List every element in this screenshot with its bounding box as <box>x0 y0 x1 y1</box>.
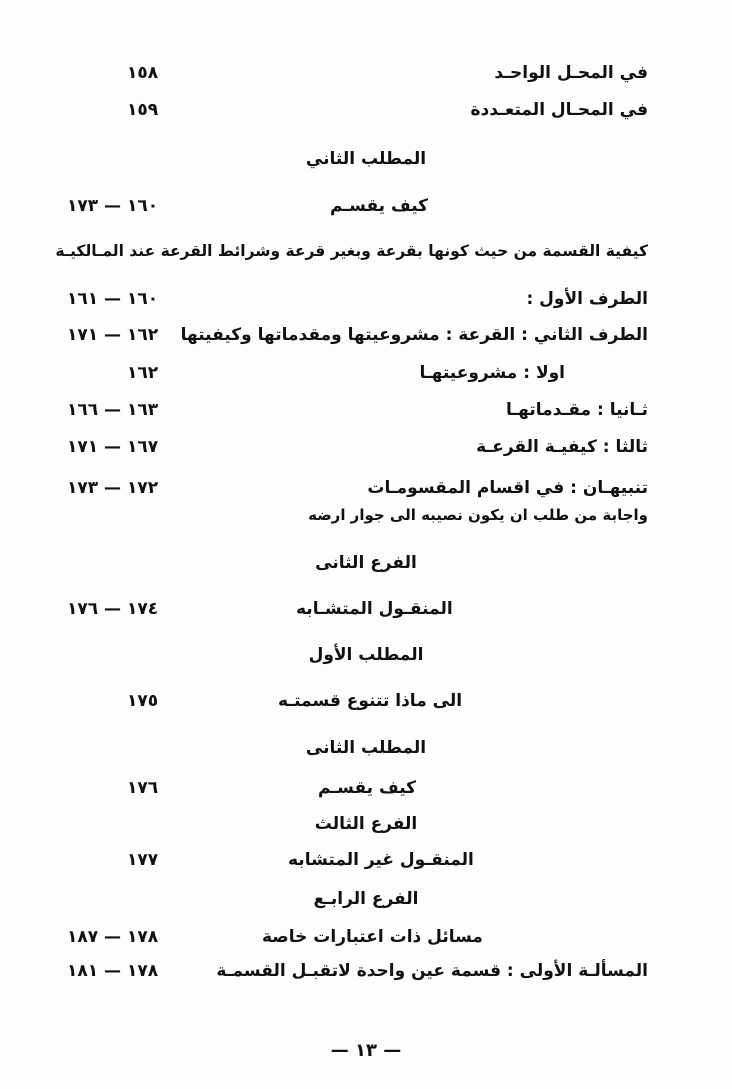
section-heading: الفرع الثانى <box>315 553 417 573</box>
toc-entry-pages: ١٦٧ — ١٧١ <box>67 437 159 457</box>
toc-entry-pages: ١٦٣ — ١٦٦ <box>67 400 159 420</box>
section-heading: الفرع الرابـع <box>313 889 419 909</box>
page-number: — ١٣ — <box>330 1040 402 1061</box>
section-heading: المطلب الأول <box>308 645 424 665</box>
toc-entry-pages: ١٧٥ <box>127 691 159 711</box>
toc-entry-title: الى ماذا تتنوع قسمتـه <box>278 691 463 711</box>
toc-entry-pages: ١٧٨ — ١٨١ <box>67 961 159 981</box>
toc-entry-title: كيف يقسـم <box>318 778 417 798</box>
toc-entry-pages: ١٧٤ — ١٧٦ <box>67 599 159 619</box>
toc-entry-pages: ١٧٦ <box>127 778 159 798</box>
toc-entry-title: مسائل ذات اعتبارات خاصة <box>262 927 483 947</box>
toc-entry-pages: ١٥٩ <box>127 100 159 120</box>
toc-entry-pages: ١٦٠ — ١٦١ <box>67 289 159 309</box>
toc-entry-continuation: واجابة من طلب ان يكون نصيبه الى جوار ارضه <box>308 506 648 524</box>
toc-entry-title: ثالثا : كيفيـة القرعـة <box>476 437 648 457</box>
toc-entry-title: اولا : مشروعيتهـا <box>419 363 565 383</box>
toc-entry-title: تنبيهـان : في اقسام المقسومـات <box>367 478 648 498</box>
toc-entry-pages: ١٧٧ <box>127 850 159 870</box>
toc-entry-title: ثـانيا : مقـدماتهـا <box>505 400 648 420</box>
toc-entry-title: الطرف الثاني : القرعة : مشروعيتها ومقدماتها وكيفيتها <box>180 325 648 345</box>
toc-entry-title: في المحـل الواحـد <box>494 63 648 83</box>
toc-entry-title: المسألـة الأولى : قسمة عين واحدة لاتقبـل القسمـة <box>216 961 648 981</box>
section-subtitle: كيفية القسمة من حيث كونها بقرعة وبغير قرعة وشرائط القرعة عند المـالكيـة <box>55 242 648 260</box>
toc-entry-title: المنقـول المتشـابه <box>296 599 453 619</box>
toc-entry-pages: ١٦٠ — ١٧٣ <box>67 196 159 216</box>
toc-entry-pages: ١٦٢ — ١٧١ <box>67 325 159 345</box>
toc-entry-pages: ١٧٢ — ١٧٣ <box>67 478 159 498</box>
section-heading: الفرع الثالث <box>314 814 418 834</box>
section-heading: المطلب الثانى <box>305 738 427 758</box>
toc-entry-title: الطرف الأول : <box>526 289 648 309</box>
toc-entry-pages: ١٧٨ — ١٨٧ <box>67 927 159 947</box>
toc-entry-pages: ١٥٨ <box>127 63 159 83</box>
toc-entry-title: المنقـول غير المتشابه <box>288 850 474 870</box>
toc-entry-pages: ١٦٢ <box>127 363 159 383</box>
toc-entry-title: في المحـال المتعـددة <box>470 100 648 120</box>
toc-entry-title: كيف يقسـم <box>330 196 429 216</box>
section-heading: المطلب الثاني <box>305 149 427 169</box>
